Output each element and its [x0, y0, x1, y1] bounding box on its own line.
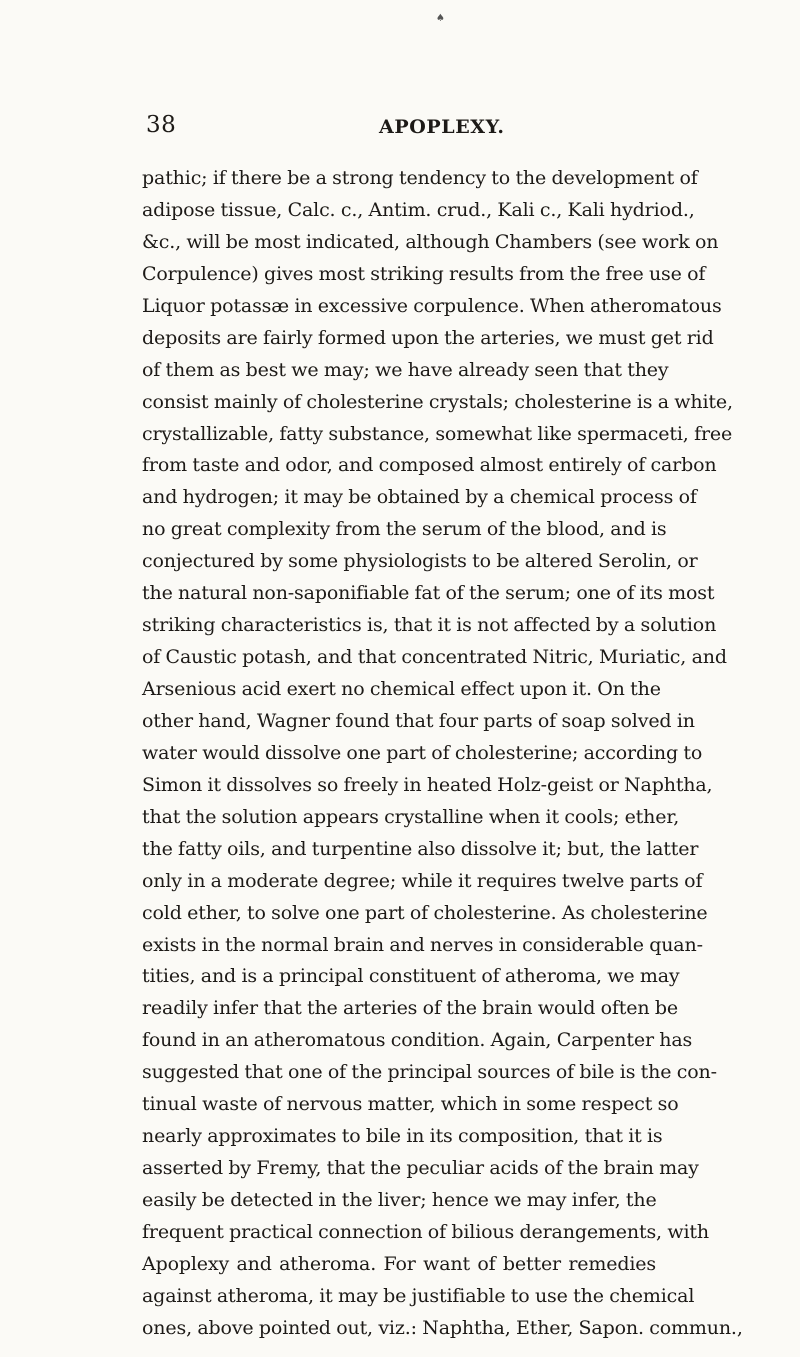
text-line: consist mainly of cholesterine crystals; cholesterine is a white, — [142, 390, 733, 413]
text-line: Liquor potassæ in excessive corpulence. When atheromatous — [142, 294, 722, 317]
text-line: deposits are fairly formed upon the arteries, we must get rid — [142, 326, 714, 349]
text-line: Apoplexy and atheroma. For want of better remedies — [142, 1252, 656, 1275]
text-line: readily infer that the arteries of the brain would often be — [142, 997, 678, 1020]
text-line: of Caustic potash, and that concentrated Nitric, Muriatic, and — [142, 646, 727, 669]
text-line: from taste and odor, and composed almost entirely of carbon — [142, 454, 717, 477]
text-line: &c., will be most indicated, although Chambers (see work on — [142, 230, 719, 253]
text-line: Arsenious acid exert no chemical effect upon it. On the — [142, 678, 661, 700]
text-line: frequent practical connection of bilious derangements, with — [142, 1220, 709, 1243]
text-line: Simon it dissolves so freely in heated Holz-geist or Naphtha, — [142, 773, 713, 796]
text-line: Corpulence) gives most striking results from the free use of — [142, 262, 706, 285]
text-line: against atheroma, it may be justifiable to use the chemical — [142, 1284, 695, 1307]
text-line: cold ether, to solve one part of cholesterine. As cholesterine — [142, 901, 708, 924]
text-line: striking characteristics is, that it is not affected by a solution — [142, 614, 717, 637]
text-line: exists in the normal brain and nerves in considerable quan- — [142, 933, 703, 956]
text-line: suggested that one of the principal sources of bile is the con- — [142, 1061, 717, 1084]
text-line: ones, above pointed out, viz.: Naphtha, Ether, Sapon. commun., — [142, 1316, 743, 1339]
text-line: the fatty oils, and turpentine also dissolve it; but, the latter — [142, 837, 699, 860]
text-line: the natural non-saponifiable fat of the serum; one of its most — [142, 582, 715, 605]
text-line: adipose tissue, Calc. c., Antim. crud., Kali c., Kali hydriod., — [142, 198, 695, 221]
printer-mark: ♠ — [436, 13, 445, 24]
text-line: found in an atheromatous condition. Again, Carpenter has — [142, 1029, 693, 1052]
page-header — [146, 112, 656, 138]
text-line: pathic; if there be a strong tendency to the development of — [142, 167, 698, 189]
text-line: no great complexity from the serum of the blood, and is — [142, 518, 667, 541]
text-line: easily be detected in the liver; hence we may infer, the — [142, 1189, 657, 1211]
text-line: only in a moderate degree; while it requires twelve parts of — [142, 869, 703, 892]
text-line: crystallizable, fatty substance, somewhat like spermaceti, free — [142, 422, 733, 445]
text-line: tinual waste of nervous matter, which in some respect so — [142, 1093, 679, 1116]
text-line: other hand, Wagner found that four parts of soap solved in — [142, 709, 695, 732]
text-line: that the solution appears crystalline when it cools; ether, — [142, 805, 680, 828]
text-line: tities, and is a principal constituent of atheroma, we may — [142, 965, 680, 988]
text-line: conjectured by some physiologists to be altered Serolin, or — [142, 550, 698, 573]
running-head: APOPLEXY. — [379, 116, 505, 138]
text-line: asserted by Fremy, that the peculiar acids of the brain may — [142, 1157, 699, 1180]
text-line: nearly approximates to bile in its composition, that it is — [142, 1125, 663, 1148]
text-line: of them as best we may; we have already seen that they — [142, 358, 669, 381]
text-line: water would dissolve one part of cholesterine; according to — [142, 741, 703, 764]
page-number: 38 — [146, 112, 177, 138]
text-line: and hydrogen; it may be obtained by a chemical process of — [142, 486, 697, 509]
body-text — [142, 163, 743, 1345]
